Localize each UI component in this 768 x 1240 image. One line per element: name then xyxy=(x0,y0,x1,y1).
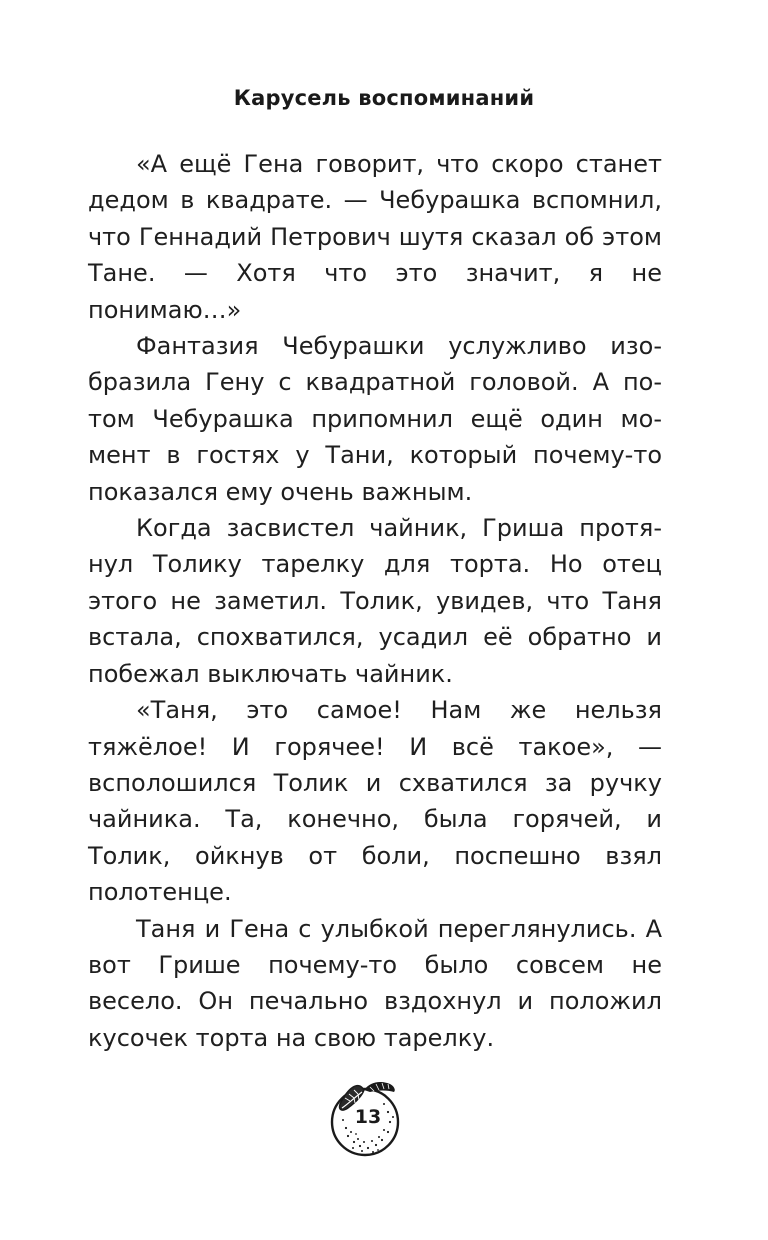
page-number: 13 xyxy=(354,1106,382,1128)
paragraph: «Таня, это самое! Нам же нельзя тяжёлое! И горячее! И всё такое», — всполошился Толик и схватился за ручку чайника. Та, конечно, была горячей, и Толик, ойкнув от боли, поспешно взял полотенце. xyxy=(88,696,662,907)
page-folio xyxy=(318,1070,408,1180)
paragraph: «А ещё Гена говорит, что скоро станет дедом в квадрате. — Чебурашка вспомнил, что Геннадий Петрович шутя сказал об этом Тане. — Хотя что это значит, я не понимаю…» xyxy=(88,150,662,324)
body-text xyxy=(88,146,662,1056)
paragraph: Когда засвистел чайник, Гриша протянул Толику тарелку для торта. Но отец этого не заметил. Толик, увидев, что Таня встала, спохватился, усадил её обратно и побежал выключать чайник. xyxy=(88,514,662,688)
running-head: Карусель воспоминаний xyxy=(233,86,535,110)
paragraph: Фантазия Чебурашки услужливо изобразила Гену с квадратной головой. А потом Чебурашка припомнил ещё один момент в гостях у Тани, который почему-то показался ему очень важным. xyxy=(88,332,662,506)
paragraph: Таня и Гена с улыбкой переглянулись. А вот Грише почему-то было совсем не весело. Он печально вздохнул и положил кусочек торта на свою тарелку. xyxy=(88,914,662,1052)
